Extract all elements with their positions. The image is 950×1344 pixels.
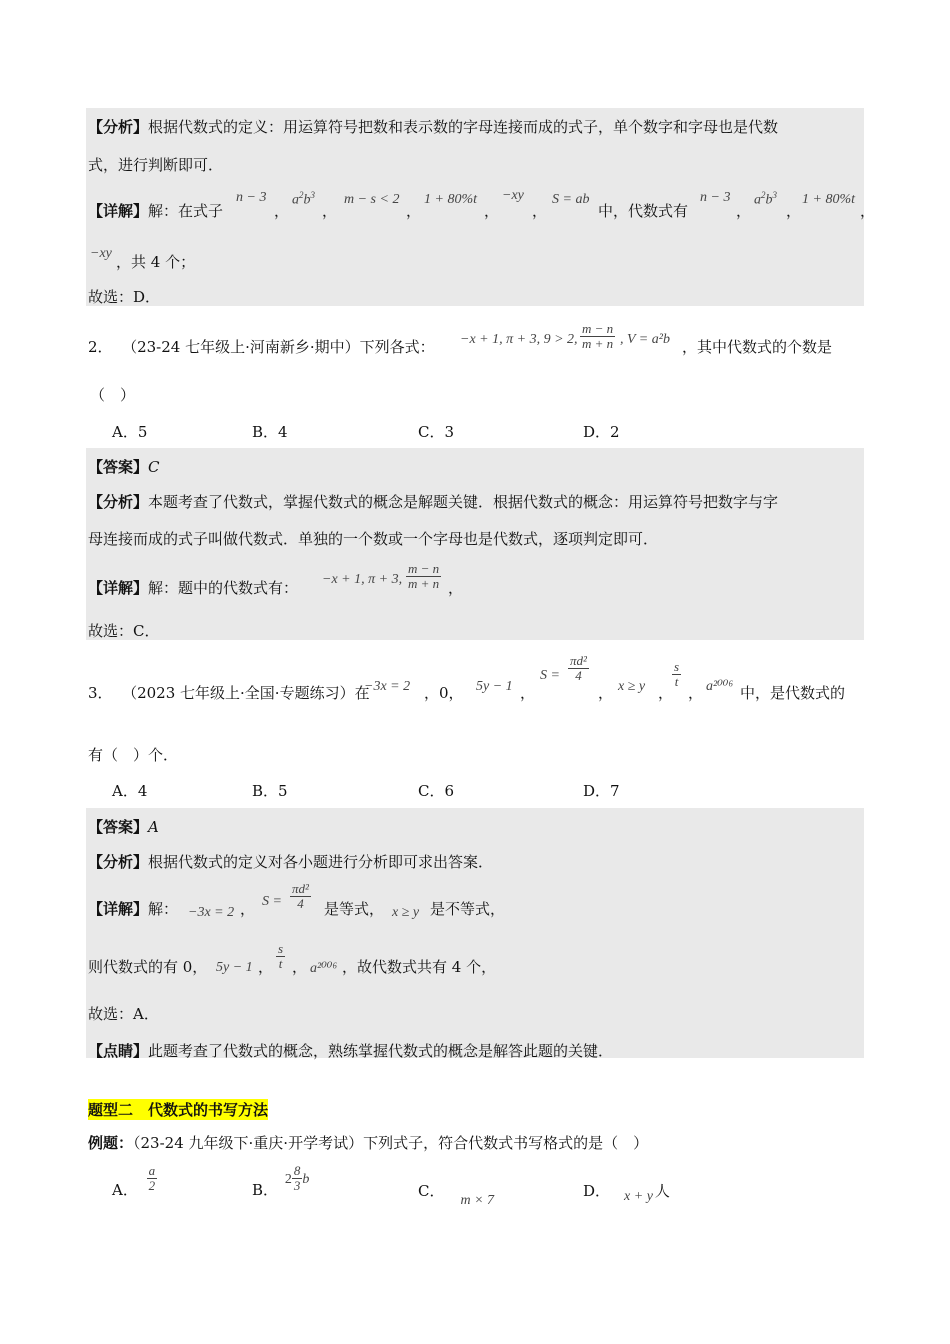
q2-conclusion: 故选：C． bbox=[88, 622, 160, 640]
answer-value: A bbox=[148, 818, 159, 836]
q3-insight-line bbox=[88, 1040, 613, 1061]
detail-tag: 【详解】 bbox=[88, 202, 149, 220]
q1-answer-expr1: n − 3 bbox=[700, 190, 731, 205]
q3-line-b-tail: ，故代数式共有 4 个， bbox=[342, 958, 497, 976]
q3-e5-fraction: $\frac{s}{t}$ bbox=[674, 659, 680, 690]
section-title: 题型二 代数式的书写方法 bbox=[88, 1101, 269, 1119]
q3-line-b-fraction: $\frac{s}{t}$ bbox=[278, 941, 284, 972]
q2-expr-b: , V = a²b bbox=[620, 332, 670, 347]
detail-text: 解：在式子 bbox=[148, 202, 224, 220]
detail-text: 解：题中的代数式有： bbox=[148, 579, 299, 597]
q1-expr1: n − 3 bbox=[236, 190, 267, 205]
q3-line-b-lead: 则代数式的有 0， bbox=[88, 958, 208, 976]
q3-line-b-e3: a²⁰⁰⁶ bbox=[310, 961, 338, 976]
option-a-fraction: $\frac{a}{2}$ bbox=[148, 1163, 156, 1194]
answer-tag: 【答案】 bbox=[88, 818, 149, 836]
q3-option-b[interactable]: B．5 bbox=[252, 782, 288, 800]
q1-count-text: ，共 4 个； bbox=[116, 253, 196, 271]
q3-detail-e1: −3x = 2 bbox=[188, 905, 235, 920]
q1-analysis-line2 bbox=[88, 154, 223, 175]
q1-expr4: 1 + 80%t bbox=[424, 192, 477, 207]
insight-tag: 【点睛】 bbox=[88, 1042, 149, 1060]
q1-mid-text: 中，代数式有 bbox=[598, 202, 689, 220]
q3-e6: a²⁰⁰⁶ bbox=[706, 679, 734, 694]
detail-text: 解： bbox=[148, 900, 179, 918]
q3-option-a[interactable]: A．4 bbox=[112, 782, 148, 800]
q2-analysis-line1 bbox=[88, 491, 778, 512]
example-stem bbox=[88, 1132, 648, 1153]
q2-option-c[interactable]: C．3 bbox=[418, 423, 455, 441]
q3-e1: −3x = 2 bbox=[364, 679, 411, 694]
analysis-text: 根据代数式的定义：用运算符号把数和表示数的字母连接而成的式子，单个数字和字母也是代数 bbox=[148, 118, 779, 136]
q2-stem bbox=[88, 336, 435, 357]
q2-option-a[interactable]: A．5 bbox=[112, 423, 148, 441]
analysis-tag: 【分析】 bbox=[88, 853, 149, 871]
q2-analysis-line2 bbox=[88, 528, 658, 549]
q3-analysis-line bbox=[88, 851, 493, 872]
question-source: （2023 七年级上·全国·专题练习）在 bbox=[122, 684, 370, 702]
answer-tag: 【答案】 bbox=[88, 458, 149, 476]
q2-tail: ，其中代数式的个数是 bbox=[682, 338, 833, 356]
q1-answer-expr2: $a^2b^3$ bbox=[754, 190, 777, 208]
detail-tag: 【详解】 bbox=[88, 900, 149, 918]
question-number: 3． bbox=[88, 684, 113, 702]
answer-value: C bbox=[148, 458, 160, 476]
option-b-fraction: $\frac{8}{3}$ bbox=[293, 1163, 301, 1194]
q1-detail-line1 bbox=[88, 200, 223, 221]
q3-solution-block bbox=[86, 808, 864, 1058]
analysis-text: 根据代数式的定义对各小题进行分析即可求出答案． bbox=[148, 853, 494, 871]
q3-detail-e2-fraction: $\frac{\text{πd²}}{4}$ bbox=[292, 881, 309, 912]
q2-detail-fraction: $\frac{m - n}{m + n}$ bbox=[408, 561, 440, 592]
q3-detail-e3: x ≥ y bbox=[392, 905, 420, 920]
example-option-c[interactable]: C．m × 7 bbox=[418, 1182, 495, 1208]
example-option-b[interactable]: B． 2 $\frac{8}{3}$ b bbox=[252, 1163, 310, 1199]
q3-answer-line bbox=[88, 816, 159, 837]
analysis-tag: 【分析】 bbox=[88, 118, 149, 136]
q1-expr3: m − s < 2 bbox=[344, 192, 400, 207]
q2-detail-expr: −x + 1, π + 3, bbox=[322, 572, 403, 587]
example-option-d[interactable]: D． x + y 人 bbox=[583, 1182, 670, 1204]
example-text: （23-24 九年级下·重庆·开学考试）下列式子，符合代数式书写格式的是（ ） bbox=[133, 1134, 649, 1152]
q3-e3-fraction: $\frac{\text{πd²}}{4}$ bbox=[570, 653, 587, 684]
q3-stem bbox=[88, 682, 370, 703]
analysis-text: 式，进行判断即可． bbox=[88, 156, 224, 174]
q2-fraction: $\frac{m - n}{m + n}$ bbox=[582, 321, 614, 352]
analysis-text: 母连接而成的式子叫做代数式．单独的一个数或一个字母也是代数式，逐项判定即可． bbox=[88, 530, 659, 548]
example-tag: 例题： bbox=[88, 1134, 134, 1152]
q1-expr5: −xy bbox=[502, 188, 524, 203]
q3-detail-e2-lhs: S = bbox=[262, 894, 282, 909]
q3-e3-lhs: S = bbox=[540, 668, 560, 683]
q3-option-d[interactable]: D．7 bbox=[583, 782, 620, 800]
q3-line2: 有（ ）个． bbox=[88, 746, 179, 764]
q2-expr-a: −x + 1, π + 3, 9 > 2, bbox=[460, 332, 578, 347]
detail-tag: 【详解】 bbox=[88, 579, 149, 597]
question-source: （23-24 七年级上·河南新乡·期中）下列各式： bbox=[122, 338, 435, 356]
q3-e2: 5y − 1 bbox=[476, 679, 513, 694]
q1-expr6: S = ab bbox=[552, 192, 590, 207]
question-number: 2． bbox=[88, 338, 113, 356]
q1-expr2: $a^2b^3$ bbox=[292, 190, 315, 208]
q3-e4: x ≥ y bbox=[618, 679, 646, 694]
analysis-tag: 【分析】 bbox=[88, 493, 149, 511]
q1-answer-expr5: −xy bbox=[90, 246, 112, 261]
analysis-text: 本题考查了代数式，掌握代数式的概念是解题关键．根据代数式的概念：用运算符号把数字与字 bbox=[148, 493, 779, 511]
q3-conclusion: 故选：A． bbox=[88, 1005, 159, 1023]
q2-paren: （ ） bbox=[90, 386, 136, 404]
q1-analysis-line1 bbox=[88, 116, 778, 137]
q1-conclusion: 故选：D． bbox=[88, 288, 161, 306]
q3-tail: 中，是代数式的 bbox=[740, 684, 846, 702]
q3-line-b-e1: 5y − 1 bbox=[216, 960, 253, 975]
q2-option-b[interactable]: B．4 bbox=[252, 423, 288, 441]
q1-answer-expr4: 1 + 80%t bbox=[802, 192, 855, 207]
q2-option-d[interactable]: D．2 bbox=[583, 423, 620, 441]
q2-detail-line bbox=[88, 577, 298, 598]
q2-answer-line bbox=[88, 456, 160, 477]
insight-text: 此题考查了代数式的概念，熟练掌握代数式的概念是解答此题的关键． bbox=[148, 1042, 614, 1060]
q3-option-c[interactable]: C．6 bbox=[418, 782, 455, 800]
example-option-a[interactable]: A． $\frac{a}{2}$ bbox=[112, 1163, 156, 1199]
q3-detail-line bbox=[88, 898, 178, 919]
